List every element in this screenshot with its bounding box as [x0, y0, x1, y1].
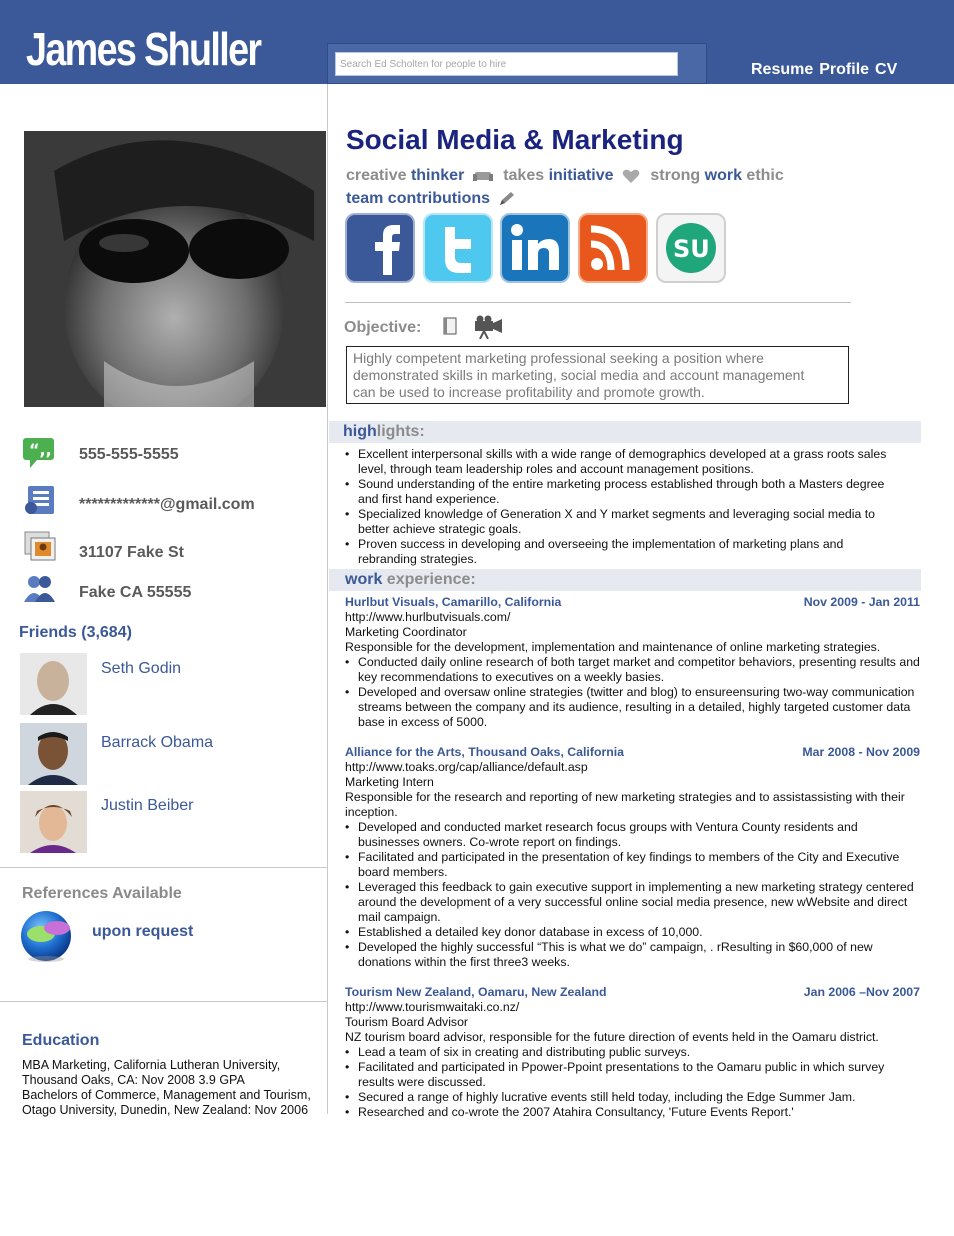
friend-avatar[interactable] [20, 653, 87, 715]
education-line: MBA Marketing, California Lutheran University, [22, 1058, 281, 1072]
job-title: Tourism Board Advisor [345, 1015, 469, 1029]
list-item: • Excellent interpersonal skills with a wide range of demographics developed at a grass roots sales level, through team leadership roles and account management positions. [345, 447, 905, 477]
job-bullets [345, 655, 920, 730]
traits-line-2 [346, 190, 522, 208]
friends-title: Friends (3,684) [19, 624, 132, 641]
list-item: • Conducted daily online research of both target market and competitor behaviors, presenting results and key recommendations to executives on a weekly basies. [345, 655, 920, 685]
section-title-part: lights: [376, 423, 425, 440]
job-bullets [345, 1045, 920, 1120]
education-line: Otago University, Dunedin, New Zealand: Nov 2006 [22, 1103, 309, 1117]
section-title-part: high [343, 423, 377, 440]
list-item: • Sound understanding of the entire marketing process established through both a Masters degree and first hand experience. [345, 477, 905, 507]
list-item: • Developed and oversaw online strategies (twitter and blog) to ensureensuring two-way communication streams between the company and its audience, resulting in a detailed, highly targeted customer data base in excess of 5000. [345, 685, 920, 730]
education-line: Thousand Oaks, CA: Nov 2008 3.9 GPA [22, 1073, 245, 1087]
references-note: upon request [92, 923, 194, 940]
search-input[interactable] [335, 52, 678, 76]
objective-line: can be used to increase profitability and promote growth. [353, 384, 705, 400]
job-summary: Responsible for the research and reporting of new marketing strategies and to assistassisting with their inception. [345, 790, 905, 819]
couch-icon [473, 168, 493, 184]
section-title-part: work [345, 571, 383, 588]
job-dates: Nov 2009 - Jan 2011 [803, 595, 920, 609]
job-url[interactable]: http://www.tourismwaitaki.co.nz/ [345, 1000, 520, 1014]
section-title-part: experience: [382, 571, 476, 588]
job-org: Hurlbut Visuals, Camarillo, California [345, 595, 562, 609]
section-title [345, 571, 476, 589]
work-experience-header [329, 569, 921, 591]
trait-word: ethic [746, 167, 784, 184]
highlights-header [329, 421, 921, 443]
nav-resume[interactable]: Resume [751, 61, 814, 78]
list-item: • Researched and co-wrote the 2007 Atahira Consultancy, 'Future Events Report.' [345, 1105, 920, 1120]
trait-word: team contributions [346, 190, 491, 207]
objective-line: demonstrated skills in marketing, social media and account management [353, 367, 805, 383]
contact-card-icon [24, 484, 58, 518]
friend-name[interactable]: Justin Beiber [101, 797, 194, 814]
list-item: • Developed and conducted market research focus groups with Ventura County residents and businesses owners. Co-wrote report on findings. [345, 820, 920, 850]
job-summary: Responsible for the development, implementation and maintenance of online marketing strategies. [345, 640, 881, 654]
headline: Social Media & Marketing [346, 124, 684, 155]
contact-email: *************@gmail.com [79, 496, 255, 513]
job-dates: Jan 2006 –Nov 2007 [803, 985, 920, 999]
chat-globe-icon [19, 906, 75, 964]
list-item: • Developed the highly successful “This is what we do” campaign, . rResulting in $60,000 of new donations within the first three3 weeks. [345, 940, 920, 970]
linkedin-icon[interactable] [500, 213, 570, 283]
stumbleupon-icon[interactable] [656, 213, 726, 283]
trait-word: work [704, 167, 742, 184]
job-dates: Mar 2008 - Nov 2009 [802, 745, 920, 759]
contact-city: Fake CA 55555 [79, 584, 192, 601]
job-url[interactable]: http://www.hurlbutvisuals.com/ [345, 610, 511, 624]
video-camera-icon [472, 315, 504, 339]
list-item: • Proven success in developing and overseeing the implementation of marketing plans and rebranding strategies. [345, 537, 905, 567]
list-item: • Lead a team of six in creating and distributing public surveys. [345, 1045, 920, 1060]
job-entry [345, 985, 920, 1120]
objective-label: Objective: [344, 319, 422, 336]
references-title: References Available [22, 885, 182, 902]
trait-word: takes [503, 167, 545, 184]
divider [0, 1001, 327, 1002]
contact-street: 31107 Fake St [79, 544, 184, 561]
profile-photo [24, 131, 326, 407]
list-item: • Established a detailed key donor database in excess of 10,000. [345, 925, 920, 940]
photo-album-icon [23, 530, 57, 564]
column-divider [327, 84, 328, 1114]
list-item: • Leveraged this feedback to gain executive support in implementing a new marketing strategy centered around the development of a very successful online social media presence, new wWebsite and direct mail campaign. [345, 880, 920, 925]
job-entry [345, 595, 920, 730]
people-icon [22, 572, 56, 606]
list-item: • Facilitated and participated in Ppower-Ppoint presentations to the Oamaru public in which survey results were discussed. [345, 1060, 920, 1090]
job-summary: NZ tourism board advisor, responsible for the future direction of events held in the Oamaru district. [345, 1030, 879, 1044]
friend-avatar[interactable] [20, 723, 87, 785]
job-org: Alliance for the Arts, Thousand Oaks, California [345, 745, 625, 759]
top-nav [751, 61, 903, 79]
contact-phone: 555-555-5555 [79, 446, 179, 463]
education-line: Bachelors of Commerce, Management and Tourism, [22, 1088, 311, 1102]
friend-avatar[interactable] [20, 791, 87, 853]
list-item: • Facilitated and participated in the presentation of key findings to members of the City and Executive board members. [345, 850, 920, 880]
search-box [327, 43, 707, 84]
list-item: • Secured a range of highly lucrative events still held today, including the Edge Summer Jam. [345, 1090, 920, 1105]
notebook-icon [443, 317, 457, 335]
svg-text:“,,: “,, [29, 440, 52, 459]
education-title: Education [22, 1032, 100, 1049]
list-item: • Specialized knowledge of Generation X and Y market segments and leveraging social media to better achieve strategic goals. [345, 507, 905, 537]
heart-icon [622, 168, 640, 184]
nav-cv[interactable]: CV [875, 61, 898, 78]
rss-icon[interactable] [578, 213, 648, 283]
trait-word: initiative [548, 167, 614, 184]
objective-line: Highly competent marketing professional seeking a position where [353, 350, 764, 366]
section-title [343, 423, 425, 441]
page-title: James Shuller [26, 23, 261, 75]
divider [345, 302, 851, 303]
friend-name[interactable]: Seth Godin [101, 660, 182, 677]
job-org: Tourism New Zealand, Oamaru, New Zealand [345, 985, 607, 999]
twitter-icon[interactable] [423, 213, 493, 283]
job-entry [345, 745, 920, 970]
svg-text:SU: SU [673, 235, 710, 263]
pencil-icon [498, 191, 516, 207]
trait-word: thinker [410, 167, 465, 184]
nav-profile[interactable]: Profile [819, 61, 870, 78]
objective-box [346, 346, 849, 404]
facebook-icon[interactable] [345, 213, 415, 283]
trait-word: creative [346, 167, 407, 184]
trait-word: strong [650, 167, 701, 184]
friend-name[interactable]: Barrack Obama [101, 734, 214, 751]
job-title: Marketing Coordinator [345, 625, 467, 639]
traits-line-1 [346, 167, 784, 185]
job-title: Marketing Intern [345, 775, 434, 789]
speech-bubble-icon [22, 436, 56, 470]
job-url[interactable]: http://www.toaks.org/cap/alliance/default.asp [345, 760, 588, 774]
job-bullets [345, 820, 920, 970]
highlights-list [345, 447, 905, 567]
divider [0, 867, 327, 868]
